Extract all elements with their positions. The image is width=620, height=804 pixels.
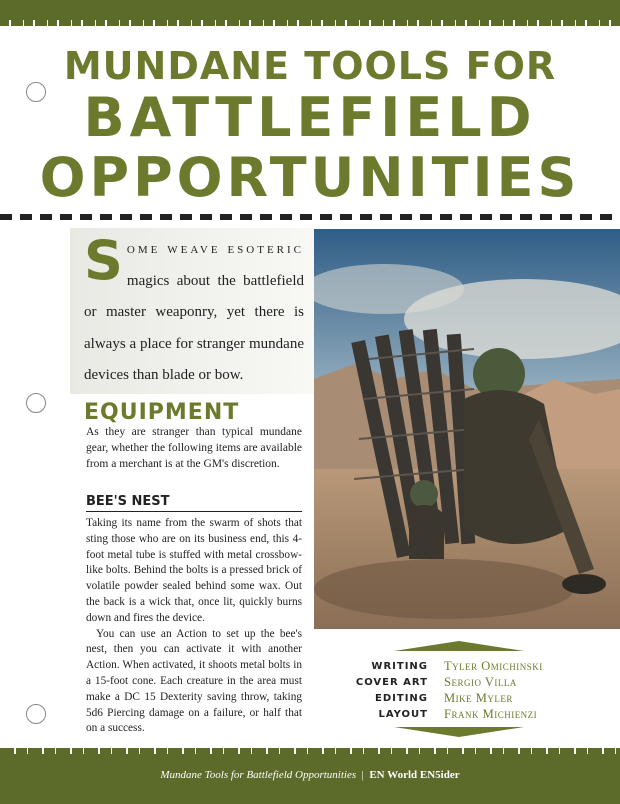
credit-role: COVER ART xyxy=(355,677,428,688)
intro-smallcaps: ome weave esoteric xyxy=(126,241,304,257)
bees-nest-paragraph: Taking its name from the swarm of shots that sting those who are on its business end, this 4-foot metal tube is stuffed with metal crossbow-like bolts. Behind the bolts is a pressed brick of volatile powder sealed behind some wax. Out the back is a wick that, once lit, quickly burns down and fires the device. xyxy=(86,517,302,624)
intro-body: magics about the battlefield or master weaponry, yet there is always a place for stranger mundane devices than blade or bow. xyxy=(84,272,304,383)
credit-role: WRITING xyxy=(371,661,428,672)
binder-hole-icon xyxy=(26,393,46,413)
binder-hole-icon xyxy=(26,704,46,724)
cover-art xyxy=(314,229,620,629)
heading-rule xyxy=(86,511,302,512)
credit-name: Tyler Omichinski xyxy=(444,659,543,673)
equipment-heading: EQUIPMENT xyxy=(84,400,240,425)
credits-block xyxy=(354,641,564,737)
footer-brand: EN World EN5ider xyxy=(369,769,460,781)
title-line-3: OPPORTUNITIES xyxy=(39,146,581,209)
dashed-divider xyxy=(0,214,620,220)
footer-title: Mundane Tools for Battlefield Opportunities xyxy=(160,769,357,781)
title-line-2: BATTLEFIELD xyxy=(83,86,537,149)
bees-nest-paragraph: You can use an Action to set up the bee's nest, then you can activate it with another Action. When activated, it shoots metal bolts in a 15-foot cone. Each creature in the area must make a DC 15 Dexterity saving throw, taking 5d6 Piercing damage on a failure, or half that on a success. xyxy=(86,627,302,735)
credit-name: Sergio Villa xyxy=(444,675,517,689)
equipment-text: As they are stranger than typical mundane gear, whether the following items are available from a merchant is at the GM's discretion. xyxy=(86,426,302,470)
credit-role: EDITING xyxy=(375,693,428,704)
bees-nest-heading: BEE'S NEST xyxy=(86,494,170,509)
credit-name: Frank Michienzi xyxy=(444,707,538,721)
footer-text xyxy=(0,769,620,781)
bees-nest-text xyxy=(86,516,302,737)
credit-role: LAYOUT xyxy=(378,709,428,720)
cover-art-illustration xyxy=(314,229,620,629)
drop-cap: S xyxy=(84,229,123,292)
intro-box xyxy=(70,228,314,394)
top-border xyxy=(0,0,620,22)
intro-text xyxy=(84,229,304,392)
credit-name: Mike Myler xyxy=(444,691,513,705)
footer-separator: | xyxy=(361,769,364,781)
title-line-1: MUNDANE TOOLS FOR xyxy=(63,44,557,88)
footer-band xyxy=(0,752,620,804)
